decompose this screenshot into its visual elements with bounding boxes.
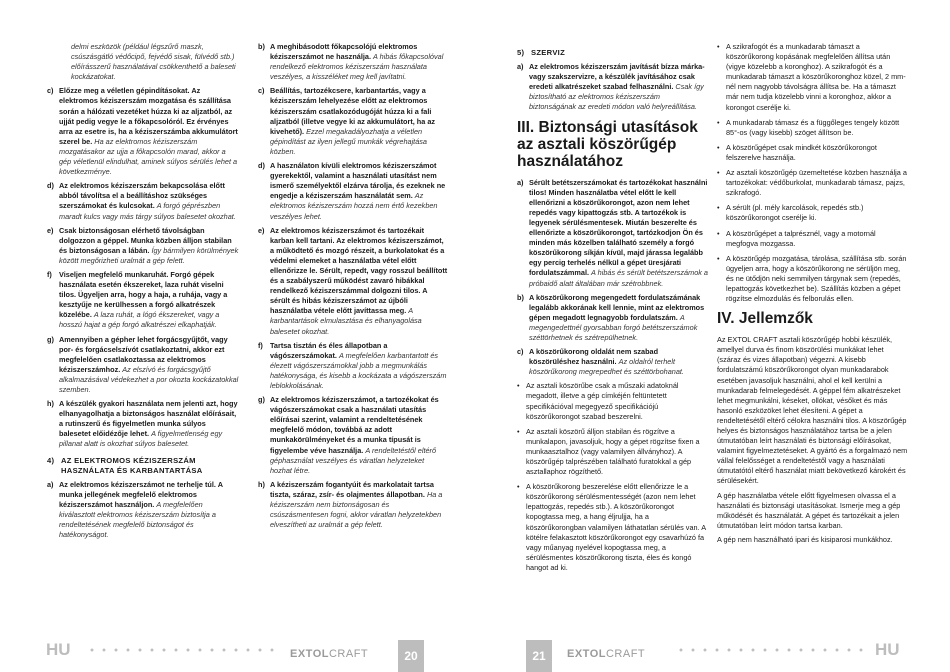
item-label: e) bbox=[47, 225, 54, 235]
item-label: b) bbox=[258, 42, 265, 51]
list-item bbox=[258, 86, 448, 157]
item-italic-text: Ha az elektromos kéziszerszám mozgatásakor az ujja a főkapcsolón marad, akkor a gép véletlenül elindulhat, aminek súlyos sérülés lehet a következménye. bbox=[59, 136, 238, 177]
item-label: b) bbox=[517, 292, 524, 302]
item-bold-text: Előzze meg a véletlen gépindításokat. Az elektromos kéziszerszám mozgatása és szállítása során a hálózati vezetéket húzza ki az aljzatból, az ujját pedig vegye le a főkapcsolóról. Ez érvényes arra az esetre is, ha a kéziszerszámba akkumulátort szerel be. bbox=[59, 86, 238, 146]
bullet-icon: • bbox=[717, 253, 720, 263]
bullet-item: • A szikrafogót és a munkadarab támaszt a köszörűkorong kopásának megfelelően állítsa után (vigye közelebb a koronghoz). A szikrafogót és a munkadarab támaszt a köszörűkoronghoz közel, 2 mm-nél nem nagyobb távolságra állítsa be. Ha a támaszt már nem tudja közelebb vinni a koronghoz, akkor a korongot cserélje ki. bbox=[717, 42, 906, 112]
right-page bbox=[475, 0, 950, 672]
item-label: h) bbox=[47, 399, 54, 409]
list-item bbox=[47, 181, 239, 221]
item-bold-text: Amennyiben a gépher lehet forgácsgyűjtőt, vagy por- és forgácselszívót csatlakoztatni, akkor ezt megfelelően csatlakoztassa az elektromos kéziszerszámhoz. bbox=[59, 334, 228, 374]
bullet-item: • A köszörűkorong beszerelése előtt ellenőrizze le a köszörűkorong sérülésmentességét (azon nem lehet lepattogzás, repedés stb.). A köszörűkorongot kopogtassa meg, a hang éljruljja, ha a köszörűkorongban valamilyen láthatatlan sérülés van. A kötélre felakasztott köszörűkorongot egy csavarhúzó fa vagy műanyag nyelével kopogtassa meg, a sérülésmentes köszörűkorong tiszta, éles és kongó hangot ad ki. bbox=[517, 482, 706, 572]
footer-dots bbox=[675, 648, 865, 652]
item-italic-text: A hibás és sérült betétszerszámok a próbaidő alatt általában már szétrobbnek. bbox=[529, 268, 708, 288]
list-item bbox=[47, 226, 239, 266]
item-label: f) bbox=[258, 340, 263, 350]
item-italic-text: A rendeltetéstől eltérő géphasználat veszélyes és váratlan helyzeteket hozhat létre. bbox=[270, 445, 437, 475]
list-item bbox=[47, 86, 239, 177]
list-item bbox=[258, 480, 448, 530]
language-code: HU bbox=[46, 640, 71, 659]
bullet-icon: • bbox=[717, 142, 720, 152]
list-item bbox=[258, 226, 448, 337]
item-label: a) bbox=[517, 62, 524, 72]
item-bold-text: A köszörűkorong oldalát nem szabad köszörüléshez használni. bbox=[529, 347, 659, 367]
list-item bbox=[517, 347, 709, 377]
item-label: f) bbox=[47, 269, 52, 279]
item-label: g) bbox=[258, 395, 265, 405]
item-bold-text: A kéziszerszám fogantyúit és markolatait tartsa tiszta, száraz, zsír- és olajmentes állapotban. bbox=[270, 479, 434, 499]
item-bold-text: Az elektromos kéziszerszám bekapcsolása előtt abból távolítsa el a beállításhoz szükséges szerszámokat és kulcsokat. bbox=[59, 181, 225, 211]
item-bold-text: Az elektromos kéziszerszám javítását bízza márka- vagy szakszervizre, a készülék javításához csak eredeti alkatrészeket szabad felhasználni. bbox=[529, 62, 705, 92]
item-label: e) bbox=[258, 225, 265, 235]
item-italic-text: Ezzel megakadályozhatja a véletlen gépindítást az ilyen jellegű munkák végrehajtása közben. bbox=[270, 126, 427, 156]
page-number: 20 bbox=[398, 640, 424, 672]
left-column-2 bbox=[258, 42, 448, 534]
item-italic-text: A karbantartások elmulasztása és elhanyagolása balesetet okozhat. bbox=[270, 306, 422, 336]
list-item bbox=[47, 399, 239, 449]
item-bold-text: Az elektromos kéziszerszámot ne terhelje túl. A munka jellegének megfelelő elektromos kéziszerszámot használjon. bbox=[59, 479, 223, 509]
paragraph: A gép nem használható ipari és kisiparosi munkákhoz. bbox=[717, 534, 893, 544]
item-bold-text: Az elektromos kéziszerszámot, a tartozékokat és vágószerszámokat csak a használati utasítás előírásai szerint, valamint a rendeltetésének megfelelő módon, továbbá az adott munkakörülményeket és a munka típusát is figyelembe véve használja. bbox=[270, 395, 439, 455]
section-4-heading: 4) AZ ELEKTROMOS KÉZISZERSZÁM HASZNÁLATA ÉS KARBANTARTÁSA bbox=[47, 455, 203, 475]
item-italic-text: Csak így biztosítható az elektromos kéziszerszám biztonságának az eredeti módon való helyreállítása. bbox=[529, 82, 704, 112]
item-italic-text: A forgó géprészben maradt kulcs vagy más tárgy súlyos balesetet okozhat. bbox=[59, 201, 236, 221]
bullet-icon: • bbox=[717, 117, 720, 127]
bullet-icon: • bbox=[517, 381, 520, 391]
list-item bbox=[258, 341, 448, 391]
item-bold-text: A meghibásodott főkapcsolójú elektromos kéziszerszámot ne használja. bbox=[270, 42, 418, 62]
item-bold-text: A használaton kívüli elektromos kéziszerszámot gyerekektől, valamint a használati utasítást nem ismerő személyektől elzárva tárolja, és ezeknek ne engedje a kéziszerszám használatát sem. bbox=[270, 161, 446, 201]
item-italic-text: A megfelelően karbantartott és élezett vágószerszámokkal jobb a megmunkálás hatékonysága, és kisebb a kockázata a vágószerszám leblokkolásának. bbox=[270, 350, 447, 390]
bullet-item: • A köszörűgépet a talprésznél, vagy a motornál megfogva mozgassa. bbox=[717, 228, 876, 248]
item-italic-text: Így bármilyen körülmények között megőrizheti uralmát a gép felett. bbox=[59, 245, 239, 265]
item-italic-text: A laza ruhát, a lógó ékszereket, vagy a hosszú hajat a gép forgó alkatrészei elkaphatják. bbox=[59, 310, 220, 330]
item-label: c) bbox=[47, 86, 54, 96]
bullet-item: • Az asztali köszörűbe csak a műszaki adatoknál megadott, illetve a gép címkéjén feltüntetett specifikációval megegyező specifikációjú köszörűkorongot szabad beszerelni. bbox=[517, 381, 679, 421]
chapter-3-heading: III. Biztonsági utasítások az asztali köszörűgép használatához bbox=[517, 118, 698, 170]
list-item bbox=[517, 62, 709, 112]
item-bold-text: Sérült betétszerszámokat és tartozékokat használni tilos! Minden használatba vétel előtt le kell ellenőrizni a köszörűkorongot, azon nem lehet repedés vagy kipattogzás stb. A tartozékok is legyenek sérülésmentesek. Miután beszerelte és ellenőrizte a köszörűkorongot, tartózkodjon Ön és minden más közelben található személy a forgó köszörűkorong síkján kívül, majd járassa legalább egy percig terhelés nélkül a gépet üresjárati fordulatszámmal. bbox=[529, 177, 708, 278]
item-bold-text: Tartsa tisztán és éles állapotban a vágószerszámokat. bbox=[270, 340, 388, 360]
bullet-icon: • bbox=[717, 168, 720, 178]
bullet-item: • A sérült (pl. mély karcolások, repedés stb.) köszörűkorongot cserélje ki. bbox=[717, 203, 864, 223]
item-italic-text: Az elszívó és forgácsgyűjtő alkalmazásával védekezhet a por okozta kockázatokkal szemben. bbox=[59, 364, 239, 394]
list-item bbox=[47, 480, 239, 541]
bullet-item: • A munkadarab támasz és a függőleges tengely között 85°-os (vagy kisebb) szöget állítson be. bbox=[717, 117, 900, 137]
list-item bbox=[47, 335, 239, 396]
bullet-icon: • bbox=[517, 482, 520, 492]
item-bold-text: A készülék gyakori használata nem jelenti azt, hogy elhanyagolhatja a biztonságos használat előírásait, a rutinszerű és figyelmetlen munka súlyos balesetet előidézője lehet. bbox=[59, 399, 238, 439]
bullet-item: • A köszörűgépet csak mindkét köszörűkorongot felszerelve használja. bbox=[717, 142, 877, 162]
left-column-1 bbox=[47, 42, 239, 544]
bullet-item: • A köszörűgép mozgatása, tárolása, szállítása stb. során ügyeljen arra, hogy a köszörűkorong ne sérüljön meg, és ne ütődjön neki semmilyen tárgynak sem (repedés, lepattogzás következhet be). Szállítás közben a gépet rögzítse elmozdulás és felborulás ellen. bbox=[717, 253, 907, 304]
list-item bbox=[517, 293, 709, 343]
item-label: d) bbox=[258, 161, 265, 171]
item-italic-text: Az elektromos kéziszerszám hozzá nem értő kezekben veszélyes lehet. bbox=[270, 191, 438, 221]
item-bold-text: Viseljen megfelelő munkaruhát. Forgó gépek használata esetén ékszereket, laza ruhát viselni tilos. Ügyeljen arra, hogy a haja, a ruhája, vagy a kesztyűje ne kerülhessen a forgó alkatrészek közelébe. bbox=[59, 269, 228, 320]
item-label: g) bbox=[47, 334, 54, 344]
right-column-2 bbox=[717, 42, 909, 549]
brand-logo: EXTOLCRAFT bbox=[567, 648, 646, 660]
bullet-icon: • bbox=[717, 203, 720, 213]
item-label: a) bbox=[517, 177, 524, 187]
chapter-4-heading: IV. Jellemzők bbox=[717, 310, 813, 328]
item-italic-text: A hibás főkapcsolóval rendelkező elektromos kéziszerszám használata veszélyes, a kisszéléket meg kell javítatni. bbox=[270, 52, 444, 82]
item-label: a) bbox=[47, 479, 54, 489]
lead-text: delmi eszközök (például légszűrő maszk, csúszásgátló védőcipő, fejvédő sisak, fülvédő stb.) előírásszerű használatával csökkenthető a baleseti kockázatokat. bbox=[71, 42, 236, 82]
right-column-1 bbox=[517, 42, 709, 578]
bullet-icon: • bbox=[517, 426, 520, 436]
bullet-icon: • bbox=[717, 42, 720, 51]
footer-dots bbox=[86, 648, 276, 652]
item-label: c) bbox=[258, 86, 265, 96]
list-item bbox=[258, 161, 448, 222]
bullet-item: • Az asztali köszörű álljon stabilan és rögzítve a munkalapon, javasoljuk, hogy a gépet rögzítse fixen a munkaasztalhoz (vagy valamilyen állványhoz). A köszörűgép talprészében található furatokkal a gép asztallaphoz rögzíthető. bbox=[517, 426, 700, 477]
page-number: 21 bbox=[526, 640, 552, 672]
item-bold-text: Csak biztonságosan elérhető távolságban dolgozzon a géppel. Munka közben álljon stabilan és biztonságosan a lábán. bbox=[59, 225, 232, 255]
paragraph: A gép használatba vétele előtt figyelmesen olvassa el a használati és biztonsági utasításokat. Ismerje meg a gép működését és használatát. A gépet és tartozékait a jelen útmutatóban leírt módon tartsa karban. bbox=[717, 490, 901, 530]
item-label: h) bbox=[258, 479, 265, 489]
item-bold-text: A köszörűkorong megengedett fordulatszámának legalább akkorának kell lennie, mint az elektromos gépen megadott legnagyobb fordulatszám. bbox=[529, 292, 705, 322]
paragraph: Az EXTOL CRAFT asztali köszörűgép hobbi készülék, amellyel durva és finom köszörülési munkákat lehet (száraz és vizes állapotban) végezni. A kisebb fordulatszámú köszörűkorongot olyan munkadarabok esetében javasoljuk használni, ahol el kell kerülni a munkadarab felmelegedését. A géppel fém alkatrészeket lehet megmunkálni, késeket, ollókat, vésőket és más hasonló eszközöket lehet élesíteni. A gépet a rendeltetésétől eltérő célokra használni tilos. A köszörűgép helyes és biztonságos használatához tartsa be a jelen útmutatóban leírt használati és biztonsági előírásokat, valamint figyelmeztetéseket. A gyártó és a forgalmazó nem vállal felelősséget a rendeltetéstől vagy a használati útmutatótól eltérő használat miatt bekövetkező károkért és sérülésekért. bbox=[717, 335, 908, 486]
list-item bbox=[517, 178, 709, 289]
item-italic-text: Az oldalról terhelt köszörűkorong megrepedhet és széttörbohanat. bbox=[529, 357, 684, 377]
item-bold-text: Az elektromos kéziszerszámot és tartozékait karban kell tartani. Az elektromos kéziszerszámot, a működtető és mozgó részeit, a burkolatokat és a védelmi elemeket a használatba vétel előtt ellenőrizze le. Sérült, repedt, vagy rosszul beállított és a szabályszerű működést zavaró hibákkal rendelkező kéziszerszámmal dolgozni tilos. A sérült és hibás kéziszerszámot az újbóli használatba vétele előtt javíttassa meg. bbox=[270, 225, 448, 316]
bullet-icon: • bbox=[717, 228, 720, 238]
item-italic-text: A figyelmetlenség egy pillanat alatt is okozhat súlyos balesetet. bbox=[59, 429, 223, 449]
left-footer bbox=[0, 638, 475, 672]
right-footer bbox=[475, 638, 950, 672]
list-item bbox=[258, 395, 448, 476]
item-bold-text: Beállítás, tartozékcsere, karbantartás, vagy a kéziszerszám lehelyezése előtt az elektromos kéziszerszám csatlakozódugóját húzza ki a fali aljzatból (illetve vegye ki az akkumulátort, ha az kivehető). bbox=[270, 86, 436, 136]
list-item bbox=[258, 42, 448, 82]
brand-logo: EXTOLCRAFT bbox=[290, 648, 369, 660]
language-code: HU bbox=[875, 640, 900, 659]
item-label: d) bbox=[47, 181, 54, 191]
item-italic-text: A megengedettnél gyorsabban forgó betétszerszámok széttörhetnek és szétrepülhetnek. bbox=[529, 312, 698, 342]
section-5-heading: 5) SZERVIZ bbox=[517, 48, 566, 57]
item-italic-text: A megfelelően kiválasztott elektromos kéziszerszám biztosítja a rendeltetésének megfelelő biztonságot és hatékonyságot. bbox=[59, 499, 216, 540]
item-italic-text: Ha a kéziszerszám nem biztonságosan és csúszásmentesen fogni, akkor váratlan helyzetekben elveszítheti az uralmát a gép felett. bbox=[270, 489, 443, 530]
item-label: c) bbox=[517, 347, 524, 357]
list-item bbox=[47, 270, 239, 331]
bullet-item: • Az asztali köszörűgép üzemeltetése közben használja a tartozékokat: védőburkolat, munkadarab támasz, pajzs, szikrafogó. bbox=[717, 168, 907, 198]
